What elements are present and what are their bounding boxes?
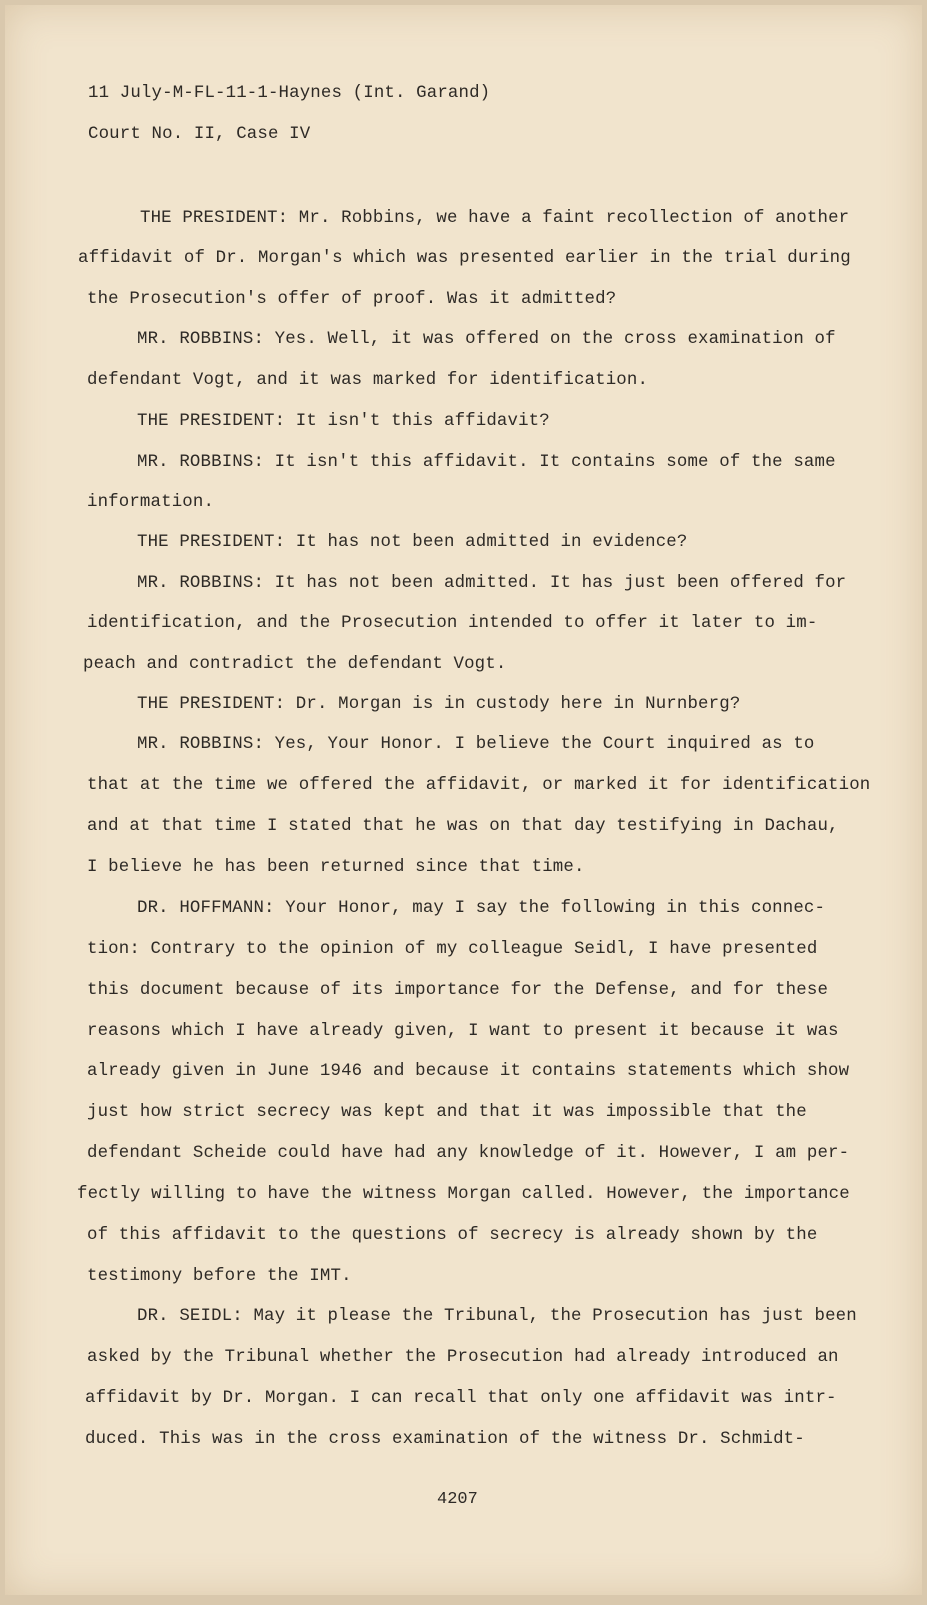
body-line: that at the time we offered the affidavit, or marked it for identification [87, 776, 871, 795]
body-line: THE PRESIDENT: It isn't this affidavit? [137, 412, 550, 431]
body-line: MR. ROBBINS: It has not been admitted. It has just been offered for [137, 574, 847, 593]
body-line: affidavit of Dr. Morgan's which was presented earlier in the trial during [78, 249, 851, 268]
body-line: of this affidavit to the questions of secrecy is already shown by the [87, 1226, 818, 1245]
body-line: just how strict secrecy was kept and that it was impossible that the [87, 1103, 807, 1122]
body-line: DR. SEIDL: May it please the Tribunal, the Prosecution has just been [137, 1307, 857, 1326]
body-line: information. [87, 493, 215, 512]
document-page [5, 5, 922, 1595]
body-line: testimony before the IMT. [87, 1267, 352, 1286]
header-line-1: 11 July-M-FL-11-1-Haynes (Int. Garand) [88, 84, 491, 103]
body-line: MR. ROBBINS: Yes, Your Honor. I believe the Court inquired as to [137, 735, 815, 754]
body-line: affidavit by Dr. Morgan. I can recall that only one affidavit was intr- [85, 1389, 837, 1408]
body-line: defendant Scheide could have had any knowledge of it. However, I am per- [87, 1144, 850, 1163]
page-number: 4207 [437, 1490, 478, 1509]
body-line: tion: Contrary to the opinion of my colleague Seidl, I have presented [87, 940, 818, 959]
body-line: and at that time I stated that he was on that day testifying in Dachau, [87, 817, 839, 836]
body-line: MR. ROBBINS: Yes. Well, it was offered on the cross examination of [137, 330, 836, 349]
body-line: THE PRESIDENT: It has not been admitted in evidence? [137, 533, 688, 552]
body-line: defendant Vogt, and it was marked for identification. [87, 371, 649, 390]
body-line: asked by the Tribunal whether the Prosecution had already introduced an [87, 1348, 839, 1367]
body-line: THE PRESIDENT: Mr. Robbins, we have a faint recollection of another [140, 209, 850, 228]
body-line: MR. ROBBINS: It isn't this affidavit. It contains some of the same [137, 453, 836, 472]
body-line: I believe he has been returned since that time. [87, 858, 585, 877]
body-line: THE PRESIDENT: Dr. Morgan is in custody here in Nurnberg? [137, 695, 741, 714]
body-line: peach and contradict the defendant Vogt. [83, 655, 507, 674]
body-line: DR. HOFFMANN: Your Honor, may I say the following in this connec- [137, 899, 826, 918]
body-line: already given in June 1946 and because it contains statements which show [87, 1062, 850, 1081]
body-line: the Prosecution's offer of proof. Was it admitted? [87, 290, 617, 309]
body-line: identification, and the Prosecution intended to offer it later to im- [87, 614, 818, 633]
body-line: fectly willing to have the witness Morgan called. However, the importance [77, 1185, 850, 1204]
body-line: duced. This was in the cross examination of the witness Dr. Schmidt- [85, 1430, 805, 1449]
body-line: reasons which I have already given, I want to present it because it was [87, 1022, 839, 1041]
header-line-2: Court No. II, Case IV [88, 125, 311, 144]
body-line: this document because of its importance for the Defense, and for these [87, 981, 829, 1000]
